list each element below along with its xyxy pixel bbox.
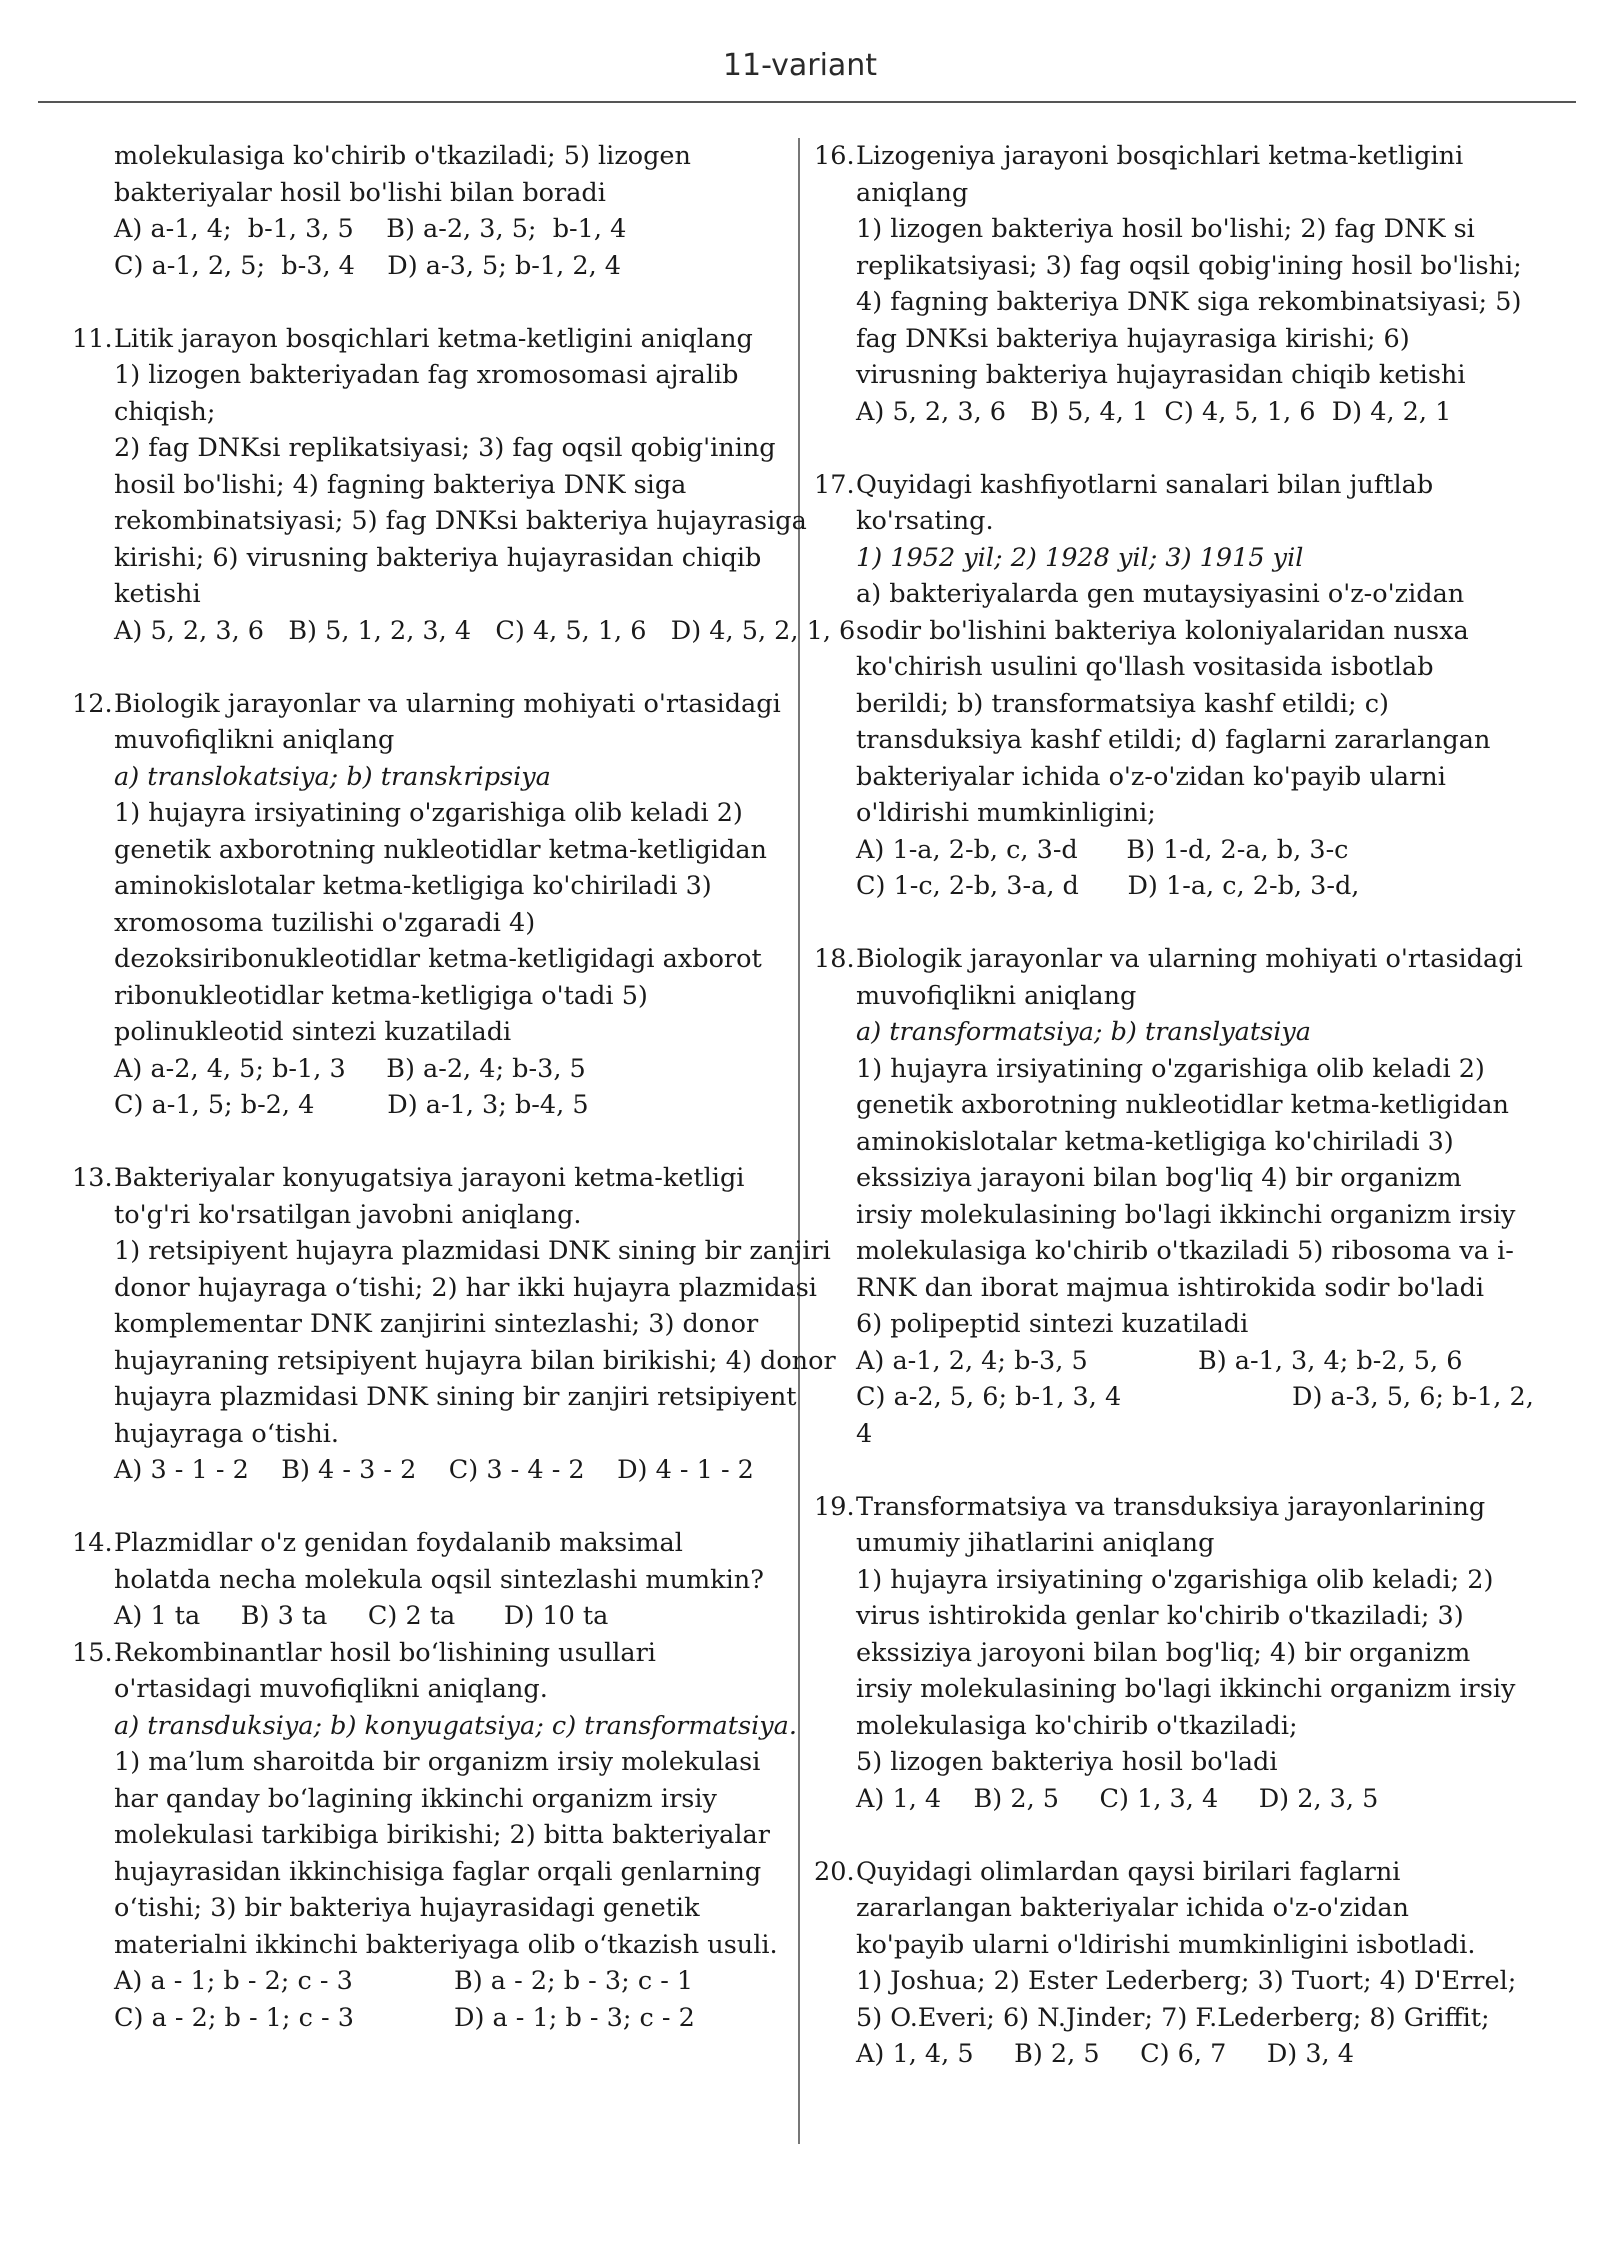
question-text: 5) lizogen bakteriya hosil bo'ladi — [856, 1747, 1278, 1777]
question-text: irsiy molekulasining bo'lagi ikkinchi organizm irsiy — [856, 1199, 1516, 1230]
question-text: kirishi; 6) virusning bakteriya hujayrasidan chiqib — [114, 542, 762, 573]
question-terms: a) translokatsiya; b) transkripsiya — [114, 761, 551, 792]
option-a: A) a-1, 2, 4; b-3, 5 — [856, 1345, 1088, 1376]
question-10-continuation — [72, 138, 796, 284]
question-text: 5) O.Everi; 6) N.Jinder; 7) F.Lederberg; 8) Griffit; — [856, 2002, 1490, 2033]
header-rule — [38, 101, 1576, 103]
question-terms: a) transduksiya; b) konyugatsiya; c) transformatsiya. — [114, 1710, 797, 1741]
question-text: xromosoma tuzilishi o'zgaradi 4) — [114, 907, 536, 938]
question-14 — [72, 1525, 796, 1635]
question-text: aniqlang — [856, 177, 969, 208]
question-number: 14. — [72, 1528, 113, 1558]
question-terms: a) transformatsiya; b) translyatsiya — [856, 1017, 1311, 1047]
question-text: ko'chirish usulini qo'llash vositasida isbotlab — [856, 652, 1434, 682]
question-text: o'ldirishi mumkinligini; — [856, 798, 1156, 828]
answer-options: C) a-1, 2, 5; b-3, 4 D) a-3, 5; b-1, 2, 4 — [114, 250, 622, 281]
question-text: replikatsiyasi; 3) fag oqsil qobig'ining hosil bo'lishi; — [856, 250, 1522, 281]
question-text: dezoksiribonukleotidlar ketma-ketligidagi axborot — [114, 944, 762, 974]
question-text: 1) lizogen bakteriyadan fag xromosomasi ajralib — [114, 360, 739, 390]
question-text: muvofiqlikni aniqlang — [114, 725, 395, 755]
question-number: 17. — [814, 469, 855, 500]
answer-options: A) 5, 2, 3, 6 B) 5, 1, 2, 3, 4 C) 4, 5, 1, 6 D) 4, 5, 2, 1, 6 — [114, 615, 856, 646]
answer-options — [114, 1963, 796, 2000]
question-text: 1) retsipiyent hujayra plazmidasi DNK sining bir zanjiri — [114, 1236, 831, 1266]
option-d: D) a-3, 5, 6; b-1, 2, — [1292, 1382, 1534, 1412]
question-text: ekssiziya jaroyoni bilan bog'liq; 4) bir organizm — [856, 1637, 1471, 1668]
question-text: bakteriyalar hosil bo'lishi bilan boradi — [114, 177, 606, 208]
question-text: molekulasiga ko'chirib o'tkaziladi; 5) lizogen — [114, 141, 691, 171]
question-text: Transformatsiya va transduksiya jarayonlarining — [856, 1491, 1486, 1522]
option-b: B) a - 2; b - 3; c - 1 — [454, 1966, 694, 1996]
question-text: har qanday bo‘lagining ikkinchi organizm irsiy — [114, 1783, 717, 1814]
question-13 — [72, 1160, 836, 1489]
question-text: 1) ma’lum sharoitda bir organizm irsiy molekulasi — [114, 1747, 761, 1777]
answer-options: A) 1 ta B) 3 ta C) 2 ta D) 10 ta — [114, 1601, 609, 1631]
question-number: 20. — [814, 1856, 855, 1887]
question-text: donor hujayraga o‘tishi; 2) har ikki hujayra plazmidasi — [114, 1272, 817, 1303]
question-15 — [72, 1635, 796, 2037]
question-text: holatda necha molekula oqsil sintezlashi mumkin? — [114, 1564, 764, 1595]
question-number: 15. — [72, 1637, 113, 1668]
question-text: 1) hujayra irsiyatining o'zgarishiga olib keladi; 2) — [856, 1564, 1494, 1595]
question-text: Rekombinantlar hosil bo‘lishining usullari — [114, 1637, 656, 1668]
option-d-continuation: 4 — [856, 1418, 873, 1449]
question-number: 18. — [814, 944, 855, 974]
answer-options: A) 1-a, 2-b, c, 3-d B) 1-d, 2-a, b, 3-c — [856, 834, 1349, 865]
question-text: ko'payib ularni o'ldirishi mumkinligini isbotladi. — [856, 1929, 1476, 1960]
question-text: hujayraga o‘tishi. — [114, 1418, 340, 1449]
question-12 — [72, 686, 796, 1124]
option-c: C) a-2, 5, 6; b-1, 3, 4 — [856, 1382, 1122, 1412]
question-text: zararlangan bakteriyalar ichida o'z-o'zidan — [856, 1893, 1409, 1923]
question-number: 11. — [72, 323, 113, 354]
question-text: RNK dan iborat majmua ishtirokida sodir bo'ladi — [856, 1272, 1485, 1303]
question-text: polinukleotid sintezi kuzatiladi — [114, 1017, 512, 1047]
question-text: irsiy molekulasining bo'lagi ikkinchi organizm irsiy — [856, 1674, 1516, 1704]
question-text: chiqish; — [114, 396, 216, 427]
question-number: 19. — [814, 1491, 855, 1522]
question-text: virus ishtirokida genlar ko'chirib o'tkaziladi; 3) — [856, 1601, 1464, 1631]
question-text: komplementar DNK zanjirini sintezlashi; 3) donor — [114, 1309, 759, 1339]
question-text: fag DNKsi bakteriya hujayrasiga kirishi; 6) — [856, 323, 1410, 354]
option-d: D) a - 1; b - 3; c - 2 — [454, 2002, 695, 2033]
answer-options — [856, 1379, 1566, 1416]
question-text: 2) fag DNKsi replikatsiyasi; 3) fag oqsil qobig'ining — [114, 433, 776, 463]
question-text: Plazmidlar o'z genidan foydalanib maksimal — [114, 1528, 683, 1558]
question-text: Biologik jarayonlar va ularning mohiyati o'rtasidagi — [114, 688, 781, 719]
question-text: rekombinatsiyasi; 5) fag DNKsi bakteriya hujayrasiga — [114, 506, 807, 536]
question-text: 1) Joshua; 2) Ester Lederberg; 3) Tuort; 4) D'Errel; — [856, 1966, 1517, 1996]
option-c: C) a - 2; b - 1; c - 3 — [114, 2002, 354, 2033]
question-text: genetik axborotning nukleotidlar ketma-ketligidan — [114, 834, 767, 865]
question-text: hujayrasidan ikkinchisiga faglar orqali genlarning — [114, 1856, 762, 1887]
column-divider — [798, 138, 800, 2144]
question-text: bakteriyalar ichida o'z-o'zidan ko'payib ularni — [856, 761, 1446, 792]
question-text: a) bakteriyalarda gen mutaysiyasini o'z-o'zidan — [856, 579, 1465, 609]
question-text: sodir bo'lishini bakteriya koloniyalaridan nusxa — [856, 615, 1469, 646]
question-text: o‘tishi; 3) bir bakteriya hujayrasidagi genetik — [114, 1893, 700, 1923]
question-text: 1) hujayra irsiyatining o'zgarishiga olib keladi 2) — [114, 798, 743, 828]
option-b: B) a-1, 3, 4; b-2, 5, 6 — [1198, 1345, 1463, 1376]
question-text: hosil bo'lishi; 4) fagning bakteriya DNK siga — [114, 469, 687, 500]
question-18 — [814, 941, 1566, 1452]
question-text: molekulasi tarkibiga birikishi; 2) bitta bakteriyalar — [114, 1820, 770, 1850]
question-text: hujayra plazmidasi DNK sining bir zanjiri retsipiyent — [114, 1382, 797, 1412]
question-17 — [814, 467, 1566, 905]
question-number: 16. — [814, 141, 855, 171]
question-text: berildi; b) transformatsiya kashf etildi; c) — [856, 688, 1389, 719]
question-text: muvofiqlikni aniqlang — [856, 980, 1137, 1011]
question-text: Lizogeniya jarayoni bosqichlari ketma-ketligini — [856, 141, 1464, 171]
question-text: 4) fagning bakteriya DNK siga rekombinatsiyasi; 5) — [856, 287, 1522, 317]
right-column — [814, 138, 1566, 2109]
question-text: genetik axborotning nukleotidlar ketma-ketligidan — [856, 1090, 1509, 1120]
question-20 — [814, 1854, 1566, 2073]
question-text: molekulasiga ko'chirib o'tkaziladi 5) ribosoma va i- — [856, 1236, 1514, 1266]
answer-options — [856, 1343, 1566, 1380]
question-text: aminokislotalar ketma-ketligiga ko'chiriladi 3) — [856, 1126, 1454, 1157]
question-text: ketishi — [114, 579, 201, 609]
question-terms: 1) 1952 yil; 2) 1928 yil; 3) 1915 yil — [856, 542, 1304, 573]
question-text: umumiy jihatlarini aniqlang — [856, 1528, 1215, 1558]
question-text: aminokislotalar ketma-ketligiga ko'chiriladi 3) — [114, 871, 712, 901]
question-19 — [814, 1489, 1566, 1818]
question-text: 6) polipeptid sintezi kuzatiladi — [856, 1309, 1249, 1339]
question-text: hujayraning retsipiyent hujayra bilan birikishi; 4) donor — [114, 1345, 836, 1376]
question-16 — [814, 138, 1566, 430]
question-text: o'rtasidagi muvofiqlikni aniqlang. — [114, 1674, 548, 1704]
answer-options: C) a-1, 5; b-2, 4 D) a-1, 3; b-4, 5 — [114, 1090, 589, 1120]
question-text: Quyidagi kashfiyotlarni sanalari bilan juftlab — [856, 469, 1434, 500]
question-text: ekssiziya jarayoni bilan bog'liq 4) bir organizm — [856, 1163, 1462, 1193]
question-text: Quyidagi olimlardan qaysi birilari faglarni — [856, 1856, 1401, 1887]
question-number: 13. — [72, 1163, 113, 1193]
question-text: 1) lizogen bakteriya hosil bo'lishi; 2) fag DNK si — [856, 214, 1475, 244]
page-title: 11-variant — [722, 48, 878, 83]
answer-options: A) 1, 4, 5 B) 2, 5 C) 6, 7 D) 3, 4 — [856, 2039, 1354, 2069]
answer-options: A) 1, 4 B) 2, 5 C) 1, 3, 4 D) 2, 3, 5 — [856, 1783, 1379, 1814]
answer-options: A) 5, 2, 3, 6 B) 5, 4, 1 C) 4, 5, 1, 6 D) 4, 2, 1 — [856, 396, 1452, 427]
answer-options: C) 1-c, 2-b, 3-a, d D) 1-a, c, 2-b, 3-d, — [856, 871, 1360, 901]
question-text: ko'rsating. — [856, 506, 994, 536]
question-text: to'g'ri ko'rsatilgan javobni aniqlang. — [114, 1199, 582, 1230]
option-a: A) a - 1; b - 2; c - 3 — [114, 1966, 353, 1996]
question-text: Litik jarayon bosqichlari ketma-ketligini aniqlang — [114, 323, 753, 354]
answer-options: A) 3 - 1 - 2 B) 4 - 3 - 2 C) 3 - 4 - 2 D) 4 - 1 - 2 — [114, 1455, 754, 1485]
answer-options — [114, 2000, 796, 2037]
question-text: materialni ikkinchi bakteriyaga olib o‘tkazish usuli. — [114, 1929, 778, 1960]
question-number: 12. — [72, 688, 113, 719]
answer-options: A) a-1, 4; b-1, 3, 5 B) a-2, 3, 5; b-1, 4 — [114, 214, 627, 244]
question-text: transduksiya kashf etildi; d) faglarni zararlangan — [856, 725, 1491, 755]
question-text: ribonukleotidlar ketma-ketligiga o'tadi 5) — [114, 980, 648, 1011]
question-text: Biologik jarayonlar va ularning mohiyati o'rtasidagi — [856, 944, 1523, 974]
question-text: virusning bakteriya hujayrasidan chiqib ketishi — [856, 360, 1466, 390]
question-text: 1) hujayra irsiyatining o'zgarishiga olib keladi 2) — [856, 1053, 1485, 1084]
question-text: Bakteriyalar konyugatsiya jarayoni ketma-ketligi — [114, 1163, 745, 1193]
answer-options: A) a-2, 4, 5; b-1, 3 B) a-2, 4; b-3, 5 — [114, 1053, 586, 1084]
question-text: molekulasiga ko'chirib o'tkaziladi; — [856, 1710, 1298, 1741]
